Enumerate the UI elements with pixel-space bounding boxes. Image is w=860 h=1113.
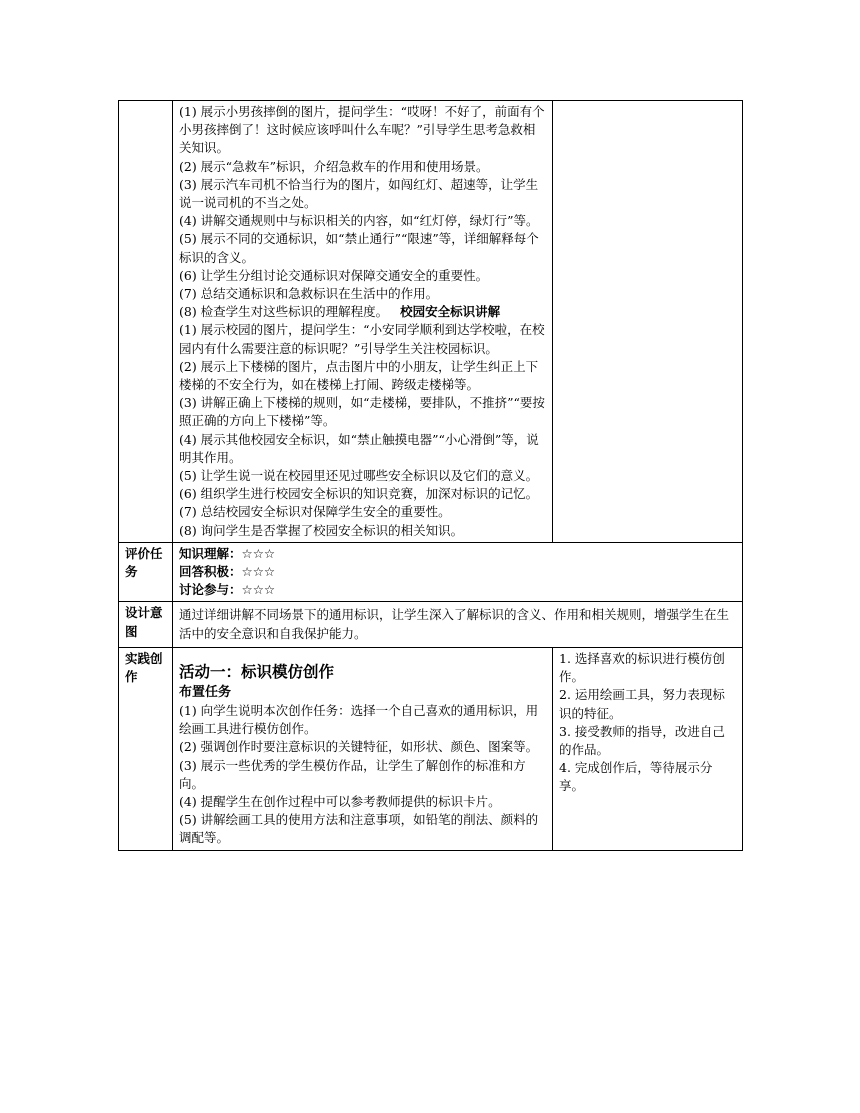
campus-step: (2) 展示上下楼梯的图片，点击图片中的小朋友，让学生纠正上下楼梯的不安全行为，如在楼梯上打闹、跨级走楼梯等。 [179, 358, 539, 393]
evaluation-item [179, 581, 736, 599]
empty-label-cell [119, 101, 173, 543]
traffic-step: (5) 展示不同的交通标识，如“禁止通行”“限速”等，详细解释每个标识的含义。 [179, 231, 539, 265]
campus-step: (8) 询问学生是否掌握了校园安全标识的相关知识。 [179, 522, 464, 538]
evaluation-item-name: 讨论参与： [179, 582, 242, 598]
campus-step: (4) 展示其他校园安全标识，如“禁止触摸电器”“小心滑倒”等，说明其作用。 [179, 431, 539, 465]
practice-teacher-cell [173, 647, 553, 850]
student-step: 4. 完成创作后，等待展示分享。 [559, 760, 713, 794]
student-activity-cell [553, 101, 743, 543]
campus-step: (3) 讲解正确上下楼梯的规则，如“走楼梯，要排队，不推挤”“要按照正确的方向上下楼梯”等。 [179, 395, 545, 429]
evaluation-label: 评价任务 [119, 542, 173, 602]
task-step: (2) 强调创作时要注意标识的关键特征，如形状、颜色、图案等。 [179, 739, 539, 755]
practice-row [119, 647, 743, 850]
task-step: (3) 展示一些优秀的学生模仿作品，让学生了解创作的标准和方向。 [179, 757, 526, 791]
activity-title: 活动一：标识模仿创作 [179, 661, 335, 681]
traffic-step: (6) 让学生分组讨论交通标识对保障交通安全的重要性。 [179, 267, 489, 283]
traffic-step: (1) 展示小男孩摔倒的图片，提问学生：“哎呀！不好了，前面有个小男孩摔倒了！这时候应该呼叫什么车呢？”引导学生思考急救相关知识。 [179, 104, 545, 156]
evaluation-item-name: 回答积极： [179, 564, 242, 580]
practice-student-cell [553, 647, 743, 850]
teacher-activity-cell [173, 101, 553, 543]
traffic-step: (2) 展示“急救车”标识，介绍急救车的作用和使用场景。 [179, 158, 489, 174]
rating-stars: ☆☆☆ [241, 545, 276, 561]
design-intent-label: 设计意图 [119, 602, 173, 647]
task-subheading: 布置任务 [179, 684, 232, 700]
traffic-step-text: (8) 检查学生对这些标识的理解程度。 [179, 304, 389, 320]
lesson-plan-table [118, 100, 743, 851]
rating-stars: ☆☆☆ [241, 564, 276, 580]
evaluation-item [179, 545, 736, 563]
design-intent-text: 通过详细讲解不同场景下的通用标识，让学生深入了解标识的含义、作用和相关规则，增强学生在生活中的安全意识和自我保护能力。 [173, 602, 743, 647]
evaluation-row [119, 542, 743, 602]
student-step: 1. 选择喜欢的标识进行模仿创作。 [559, 650, 725, 685]
teaching-process-row [119, 101, 743, 543]
task-step: (5) 讲解绘画工具的使用方法和注意事项，如铅笔的削法、颜料的调配等。 [179, 812, 539, 846]
traffic-step: (7) 总结交通标识和急救标识在生活中的作用。 [179, 286, 439, 302]
campus-step: (1) 展示校园的图片，提问学生：“小安同学顺利到达学校啦，在校园内有什么需要注意的标识呢？”引导学生关注校园标识。 [179, 322, 545, 356]
task-step: (1) 向学生说明本次创作任务：选择一个自己喜欢的通用标识，用绘画工具进行模仿创作。 [179, 702, 539, 737]
traffic-step: (4) 讲解交通规则中与标识相关的内容，如“红灯停，绿灯行”等。 [179, 213, 539, 229]
campus-step: (7) 总结校园安全标识对保障学生安全的重要性。 [179, 504, 451, 520]
traffic-step-last [179, 303, 546, 321]
evaluation-item [179, 563, 736, 581]
practice-label: 实践创作 [119, 647, 173, 850]
campus-step: (5) 让学生说一说在校园里还见过哪些安全标识以及它们的意义。 [179, 468, 539, 484]
traffic-step: (3) 展示汽车司机不恰当行为的图片，如闯红灯、超速等，让学生说一说司机的不当之处。 [179, 176, 539, 211]
evaluation-item-name: 知识理解： [179, 545, 242, 561]
evaluation-content [173, 542, 743, 602]
student-step: 3. 接受教师的指导，改进自己的作品。 [559, 723, 725, 757]
task-step: (4) 提醒学生在创作过程中可以参考教师提供的标识卡片。 [179, 793, 501, 809]
campus-section-heading: 校园安全标识讲解 [400, 304, 501, 320]
design-intent-row [119, 602, 743, 647]
rating-stars: ☆☆☆ [241, 582, 276, 598]
campus-step: (6) 组织学生进行校园安全标识的知识竞赛，加深对标识的记忆。 [179, 486, 539, 502]
student-step: 2. 运用绘画工具，努力表现标识的特征。 [559, 687, 725, 721]
